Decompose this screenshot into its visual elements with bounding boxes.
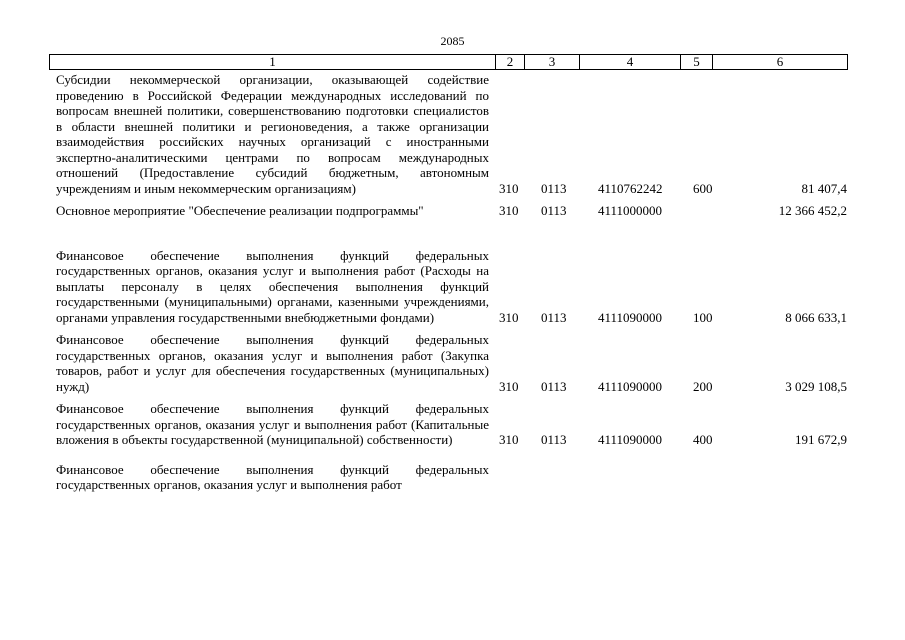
row-col-4: 4111090000 xyxy=(598,309,663,325)
row-col-5: 600 xyxy=(693,180,713,196)
row-col-5: 400 xyxy=(693,432,713,447)
row-col-3: 0113 xyxy=(541,203,567,218)
row-col-6: 3 029 108,5 xyxy=(785,378,847,394)
row-col-2: 310 xyxy=(499,203,519,218)
row-description: Финансовое обеспечение выполнения функций федеральных государственных органов, оказания услуг и выполнения работ xyxy=(56,461,489,492)
row-col-6: 8 066 633,1 xyxy=(785,309,847,325)
header-col-2: 2 xyxy=(496,55,525,69)
row-col-6: 191 672,9 xyxy=(795,432,847,447)
header-col-4: 4 xyxy=(580,55,681,69)
row-col-3: 0113 xyxy=(541,309,567,325)
row-description: Финансовое обеспечение выполнения функций федеральных государственных органов, оказания услуг и выполнения работ (Закупка товаров, работ и услуг для обеспечения государственных (муниципальных) нужд) xyxy=(56,332,489,394)
row-col-3: 0113 xyxy=(541,180,567,196)
row-col-2: 310 xyxy=(499,309,519,325)
row-col-3: 0113 xyxy=(541,378,567,394)
row-col-4: 4111000000 xyxy=(598,203,663,218)
row-col-4: 4111090000 xyxy=(598,378,663,394)
table-header xyxy=(49,54,848,70)
row-col-2: 310 xyxy=(499,378,519,394)
row-col-4: 4111090000 xyxy=(598,432,663,447)
row-col-4: 4110762242 xyxy=(598,180,663,196)
row-description: Субсидии некоммерческой организации, оказывающей содействие проведению в Российской Федерации международных исследований по вопросам внешней политики, совершенствованию подготовки специалистов в области внешней политики и регионоведения, а также организации взаимодействия российских научных организаций с иностранными экспертно-аналитическими центрами по вопросам международных отношений (Предоставление субсидий бюджетным, автономным учреждениям и иным некоммерческим организациям) xyxy=(56,72,489,196)
row-col-6: 81 407,4 xyxy=(801,180,847,196)
table-row xyxy=(0,72,905,196)
row-col-5: 100 xyxy=(693,309,713,325)
row-col-2: 310 xyxy=(499,180,519,196)
row-description: Финансовое обеспечение выполнения функций федеральных государственных органов, оказания услуг и выполнения работ (Капитальные вложения в объекты государственной (муниципальной) собственности) xyxy=(56,401,489,447)
table-row xyxy=(0,462,905,493)
table-body xyxy=(0,72,905,500)
header-col-1: 1 xyxy=(50,55,496,69)
row-col-3: 0113 xyxy=(541,432,567,447)
row-description: Основное мероприятие "Обеспечение реализации подпрограммы" xyxy=(56,203,424,218)
page-number: 2085 xyxy=(440,34,465,48)
table-row xyxy=(0,203,905,219)
header-col-6: 6 xyxy=(776,54,784,69)
row-col-5: 200 xyxy=(693,378,713,394)
row-col-2: 310 xyxy=(499,432,519,447)
table-row xyxy=(0,401,905,448)
row-col-6: 12 366 452,2 xyxy=(778,203,847,218)
table-row xyxy=(0,248,905,326)
header-col-3: 3 xyxy=(525,55,580,69)
row-description: Финансовое обеспечение выполнения функций федеральных государственных органов, оказания услуг и выполнения работ (Расходы на выплаты персоналу в целях обеспечения выполнения функций государственными (муниципальными) органами, казенными учреждениями, органами управления государственными внебюджетными фондами) xyxy=(56,247,489,325)
row-spacer xyxy=(0,226,905,248)
table-row xyxy=(0,332,905,394)
header-col-5: 5 xyxy=(681,55,713,69)
